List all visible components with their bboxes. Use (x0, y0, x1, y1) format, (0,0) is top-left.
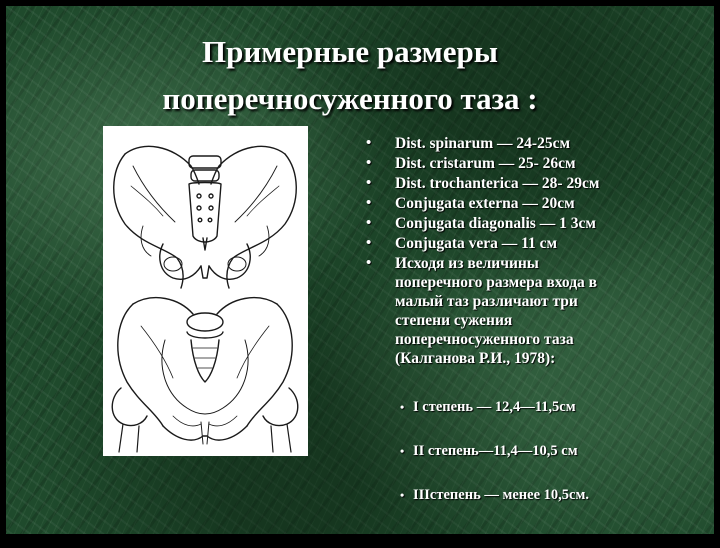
list-item-text: Conjugata diagonalis — 1 3см (395, 215, 596, 232)
bullet-icon: • (366, 155, 372, 171)
sub-list-item (395, 440, 686, 462)
list-item (366, 194, 686, 213)
list-item-text: Dist. spinarum — 24-25см (395, 135, 571, 152)
bullet-icon: • (366, 195, 372, 211)
bullet-icon: • (366, 255, 372, 271)
list-item (366, 214, 686, 233)
list-item-text: Dist. cristarum — 25- 26см (395, 155, 576, 172)
sub-list-item-text: II степень—11,4—10,5 см (413, 443, 578, 459)
bullet-icon: • (366, 215, 372, 231)
list-item (366, 174, 686, 193)
dimensions-list (366, 134, 686, 548)
bullet-icon: • (400, 400, 405, 414)
sub-list-item (395, 484, 686, 506)
title-line-2: поперечносуженного таза : (162, 81, 538, 116)
bullet-icon: • (366, 175, 372, 191)
bullet-icon: • (400, 488, 405, 502)
narrowing-degrees-list (395, 374, 686, 528)
pelvis-top-view (112, 298, 298, 452)
list-item-text: Исходя из величины поперечного размера входа в малый таз различают три степени сужения поперечносуженного таза (Калганова Р.И., 1978): (395, 255, 598, 367)
list-item-text: Conjugata vera — 11 см (395, 235, 558, 252)
pelvis-front-view (114, 146, 297, 288)
bullet-icon: • (366, 135, 372, 151)
list-item-text: Conjugata externa — 20см (395, 195, 575, 212)
bullet-icon: • (366, 235, 372, 251)
list-item (366, 134, 686, 153)
bullet-icon: • (400, 444, 405, 458)
title-line-1: Примерные размеры (202, 34, 498, 69)
pelvis-illustration (103, 126, 308, 456)
sub-list-item-text: IIIстепень — менее 10,5см. (413, 487, 589, 503)
sub-list-item (395, 396, 686, 418)
list-item (366, 234, 686, 253)
list-item (366, 254, 686, 547)
list-item-text: Dist. trochanterica — 28- 29см (395, 175, 600, 192)
sub-list-item-text: I степень — 12,4—11,5см (413, 399, 576, 415)
list-item (366, 154, 686, 173)
slide-title (120, 28, 580, 122)
